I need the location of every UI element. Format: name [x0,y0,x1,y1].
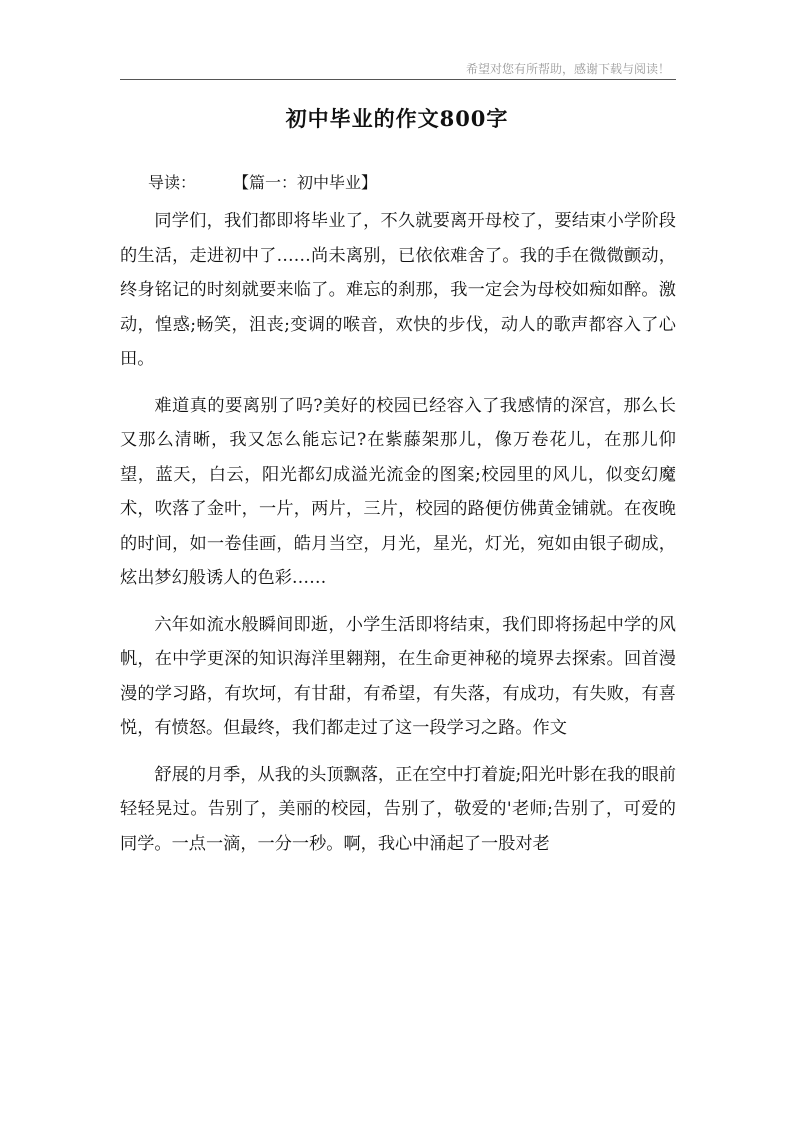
header-divider [120,79,676,80]
header-note: 希望对您有所帮助，感谢下载与阅读！ [465,62,670,76]
intro-line [148,170,377,193]
intro-section-heading: 【篇一：初中毕业】 [233,173,378,192]
paragraph-3: 六年如流水般瞬间即逝，小学生活即将结束，我们即将扬起中学的风帆，在中学更深的知识海洋里翱翔，在生命更神秘的境界去探索。回首漫漫的学习路，有坎坷，有甘甜，有希望，有失落，有成功，有失败，有喜悦，有愤怒。但最终，我们都走过了这一段学习之路。作文 [120,614,676,738]
article-body [120,204,676,873]
paragraph-2: 难道真的要离别了吗?美好的校园已经容入了我感情的深宫，那么长又那么清晰，我又怎么能忘记?在紫藤架那儿，像万卷花儿，在那儿仰望，蓝天，白云，阳光都幻成溢光流金的图案;校园里的风儿，似变幻魔术，吹落了金叶，一片，两片，三片，校园的路便仿佛黄金铺就。在夜晚的时间，如一卷佳画，皓月当空，月光，星光，灯光，宛如由银子砌成，炫出梦幻般诱人的色彩…… [120,395,676,588]
paragraph-1: 同学们，我们都即将毕业了，不久就要离开母校了，要结束小学阶段的生活，走进初中了……尚未离别，已依依难舍了。我的手在微微颤动，终身铭记的时刻就要来临了。难忘的刹那，我一定会为母校如痴如醉。激动，惶惑;畅笑，沮丧;变调的喉音，欢快的步伐，动人的歌声都容入了心田。 [120,211,676,369]
intro-label: 导读： [148,173,197,192]
paragraph-4: 舒展的月季，从我的头顶飘落，正在空中打着旋;阳光叶影在我的眼前轻轻晃过。告别了，美丽的校园，告别了，敬爱的'老师;告别了，可爱的同学。一点一滴，一分一秒。啊，我心中涌起了一股对老 [120,764,676,854]
page-title: 初中毕业的作文800字 [285,106,509,131]
